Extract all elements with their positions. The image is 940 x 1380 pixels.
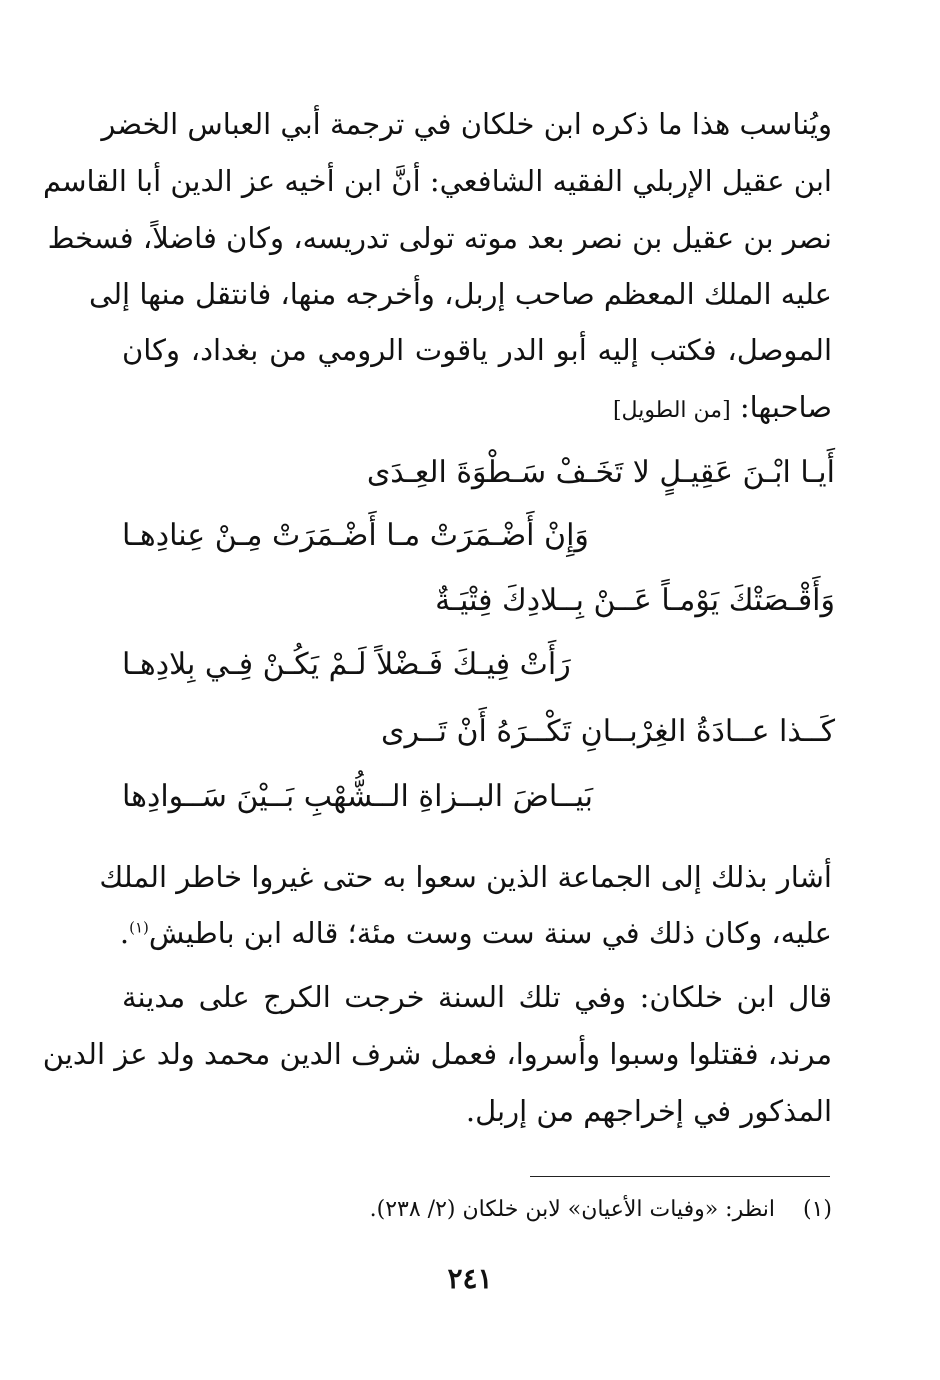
body-line: مرند، فقتلوا وسبوا وأسروا، فعمل شرف الدين محمد ولد عز الدين [42,1037,832,1071]
footnote [370,1197,832,1222]
footnote-divider [530,1176,830,1177]
body-line: عليه الملك المعظم صاحب إربل، وأخرجه منها، فانتقل منها إلى [89,277,832,311]
page-number: ٢٤١ [447,1262,493,1295]
body-line: أشار بذلك إلى الجماعة الذين سعوا به حتى غيروا خاطر الملك [99,860,832,894]
body-text: صاحبها: [739,390,832,424]
verse-second-hemistich: بَيــاضَ البــزاةِ الــشُّهْبِ بَــيْنَ سَــوادِها [122,779,594,814]
footnote-text: انظر: «وفيات الأعيان» لابن خلكان (٢/ ٢٣٨). [369,1197,775,1222]
body-line-last: المذكور في إخراجهم من إربل. [465,1094,832,1128]
footnote-marker: (١) [129,918,149,937]
verse-second-hemistich: وَإِنْ أَضْـمَرَتْ مـا أَضْـمَرَتْ مِـنْ عِنادِهـا [122,518,589,553]
sentence-end: . [119,916,130,950]
verse-first-hemistich: كَــذا عــادَةُ الغِرْبــانِ تَكْــرَهُ أَنْ تَــرى [380,714,835,749]
body-line-last [119,916,832,950]
body-line: ويُناسب هذا ما ذكره ابن خلكان في ترجمة أبي العباس الخضر [101,107,832,141]
verse-second-hemistich: رَأَتْ فِيـكَ فَـضْلاً لَـمْ يَكُـنْ فِـي بِلادِهـا [122,647,571,682]
body-text: عليه، وكان ذلك في سنة ست وست مئة؛ قاله ابن باطيش [148,916,832,950]
body-line: نصر بن عقيل بن نصر بعد موته تولى تدريسه، وكان فاضلاً، فسخط [47,221,832,255]
verse-first-hemistich: وَأَقْـصَتْكَ يَوْمـاً عَــنْ بِــلادِكَ فِتْيَـةٌ [435,583,835,618]
body-line: ابن عقيل الإربلي الفقيه الشافعي: أنَّ ابن أخيه عز الدين أبا القاسم [42,164,832,198]
body-line: قال ابن خلكان: وفي تلك السنة خرجت الكرج على مدينة [122,980,832,1014]
body-line-last [122,390,832,424]
verse-first-hemistich: أَيـا ابْـنَ عَقِيـلٍ لا تَخَـفْ سَـطْوَةَ العِـدَى [366,455,835,490]
body-line: الموصل، فكتب إليه أبو الدر ياقوت الرومي من بغداد، وكان [122,333,832,367]
meter-label: [من الطويل] [612,398,731,423]
footnote-number: (١) [802,1197,832,1222]
